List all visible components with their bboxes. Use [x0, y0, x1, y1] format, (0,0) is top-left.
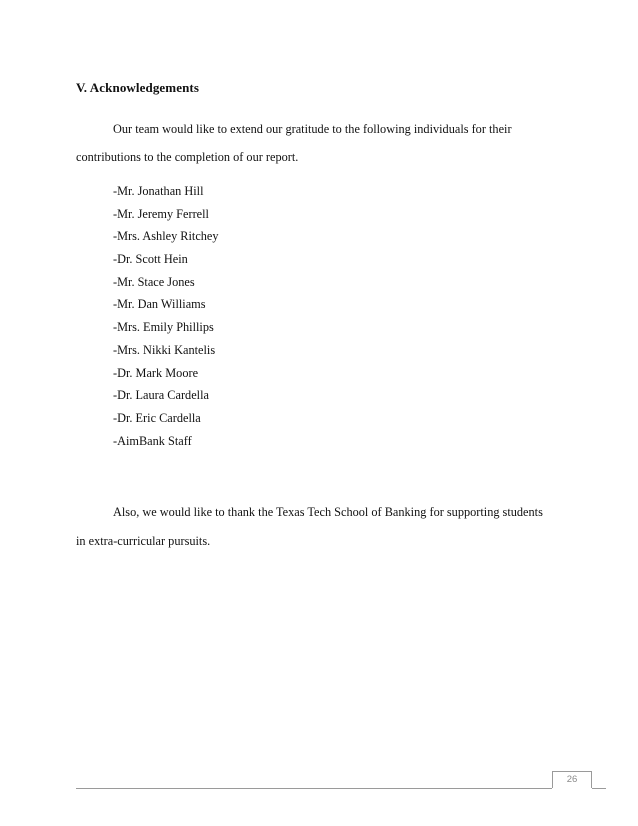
acknowledged-people-list [113, 183, 219, 455]
footer-divider-right [592, 788, 606, 789]
intro-paragraph-line-2: contributions to the completion of our report. [76, 150, 299, 164]
list-item: -Mrs. Ashley Ritchey [113, 229, 219, 244]
list-item: -Dr. Eric Cardella [113, 410, 201, 425]
list-item: -Dr. Laura Cardella [113, 388, 209, 403]
list-item: -Mr. Stace Jones [113, 274, 195, 289]
section-heading: V. Acknowledgements [76, 80, 200, 95]
page-number: 26 [552, 771, 592, 788]
list-item: -Mrs. Nikki Kantelis [113, 342, 216, 357]
closing-paragraph-line-1: Also, we would like to thank the Texas Tech School of Banking for supporting students [113, 505, 543, 519]
list-item: -Mr. Jonathan Hill [113, 184, 204, 198]
footer-divider [76, 788, 552, 789]
list-item: -Dr. Mark Moore [113, 365, 199, 380]
list-item: -Mr. Dan Williams [113, 297, 206, 312]
list-item: -Mrs. Emily Phillips [113, 320, 214, 335]
closing-paragraph-line-2: in extra-curricular pursuits. [76, 534, 211, 548]
intro-paragraph-line-1: Our team would like to extend our gratitude to the following individuals for their [113, 122, 512, 136]
list-item: -Dr. Scott Hein [113, 252, 188, 267]
list-item: -Mr. Jeremy Ferrell [113, 206, 209, 221]
list-item: -AimBank Staff [113, 433, 192, 448]
